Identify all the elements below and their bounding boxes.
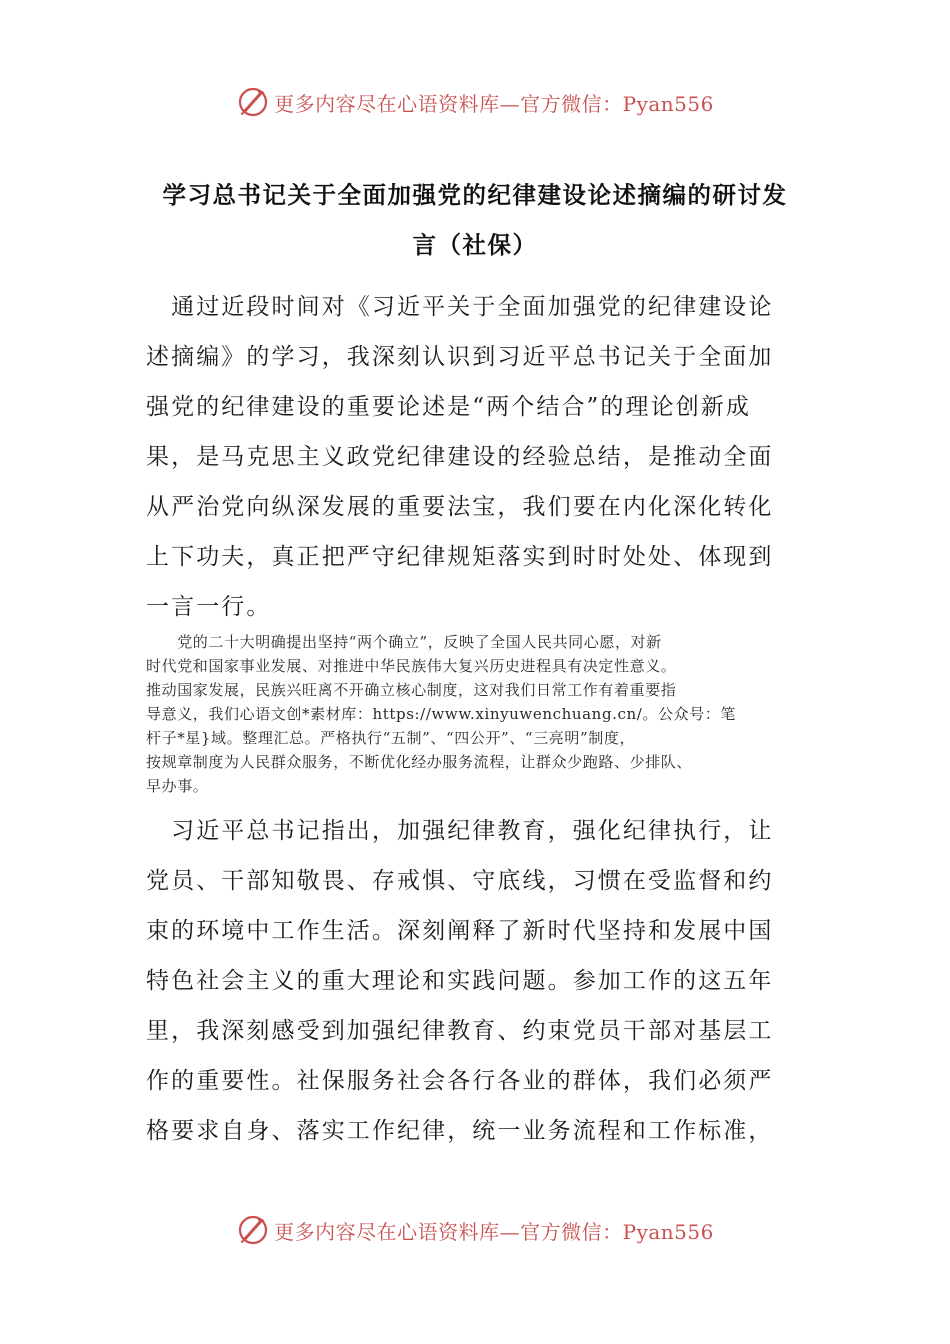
text-line: 作的重要性。社保服务社会各行各业的群体，我们必须严	[146, 1068, 774, 1094]
footer-watermark-text: 更多内容尽在心语资料库—官方微信：Pyan556	[274, 1219, 714, 1244]
note-line: 时代党和国家事业发展、对推进中华民族伟大复兴历史进程具有决定性意义。	[146, 657, 677, 675]
text-line: 习近平总书记指出，加强纪律教育，强化纪律执行，让	[146, 818, 774, 844]
text-line: 从严治党向纵深发展的重要法宝，我们要在内化深化转化	[146, 494, 774, 520]
pen-circle-logo-icon	[236, 85, 270, 119]
text-line: 党员、干部知敬畏、存戒惧、守底线，习惯在受监督和约	[146, 868, 774, 894]
text-line: 果，是马克思主义政党纪律建设的经验总结，是推动全面	[146, 444, 774, 470]
text-line: 上下功夫，真正把严守纪律规矩落实到时时处处、体现到	[146, 544, 774, 570]
note-line: 早办事。	[146, 777, 209, 795]
text-line: 特色社会主义的重大理论和实践问题。参加工作的这五年	[146, 968, 774, 994]
note-line: 杆子*星}域。整理汇总。严格执行“五制”、“四公开”、“三亮明”制度，	[146, 729, 636, 747]
footer-watermark-banner	[0, 1210, 950, 1250]
text-line: 通过近段时间对《习近平关于全面加强党的纪律建设论	[146, 294, 774, 320]
text-line: 格要求自身、落实工作纪律，统一业务流程和工作标准，	[146, 1118, 774, 1144]
text-line: 里，我深刻感受到加强纪律教育、约束党员干部对基层工	[146, 1018, 774, 1044]
title-line: 学习总书记关于全面加强党的纪律建设论述摘编的研讨发	[162, 181, 788, 209]
header-watermark-text: 更多内容尽在心语资料库—官方微信：Pyan556	[274, 91, 714, 116]
text-line: 一言一行。	[146, 594, 272, 620]
note-line: 推动国家发展，民族兴旺离不开确立核心制度，这对我们日常工作有着重要指	[146, 681, 677, 699]
paragraph-note	[146, 630, 816, 798]
text-line: 述摘编》的学习，我深刻认识到习近平总书记关于全面加	[146, 344, 774, 370]
text-line: 束的环境中工作生活。深刻阐释了新时代坚持和发展中国	[146, 918, 774, 944]
paragraph-discipline	[146, 806, 814, 1156]
note-line: 导意义，我们心语文创*素材库：https://www.xinyuwenchuang.cn/。公众号：笔	[146, 705, 737, 723]
note-line: 按规章制度为人民群众服务，不断优化经办服务流程，让群众少跑路、少排队、	[146, 753, 693, 771]
paragraph-intro	[146, 282, 814, 632]
pen-circle-logo-icon	[236, 1213, 270, 1247]
document-title	[140, 170, 810, 270]
text-line: 强党的纪律建设的重要论述是“两个结合”的理论创新成	[146, 394, 752, 420]
header-watermark-banner	[0, 82, 950, 122]
title-line: 言（社保）	[412, 231, 538, 259]
note-line: 党的二十大明确提出坚持“两个确立”，反映了全国人民共同心愿，对新	[146, 633, 662, 651]
